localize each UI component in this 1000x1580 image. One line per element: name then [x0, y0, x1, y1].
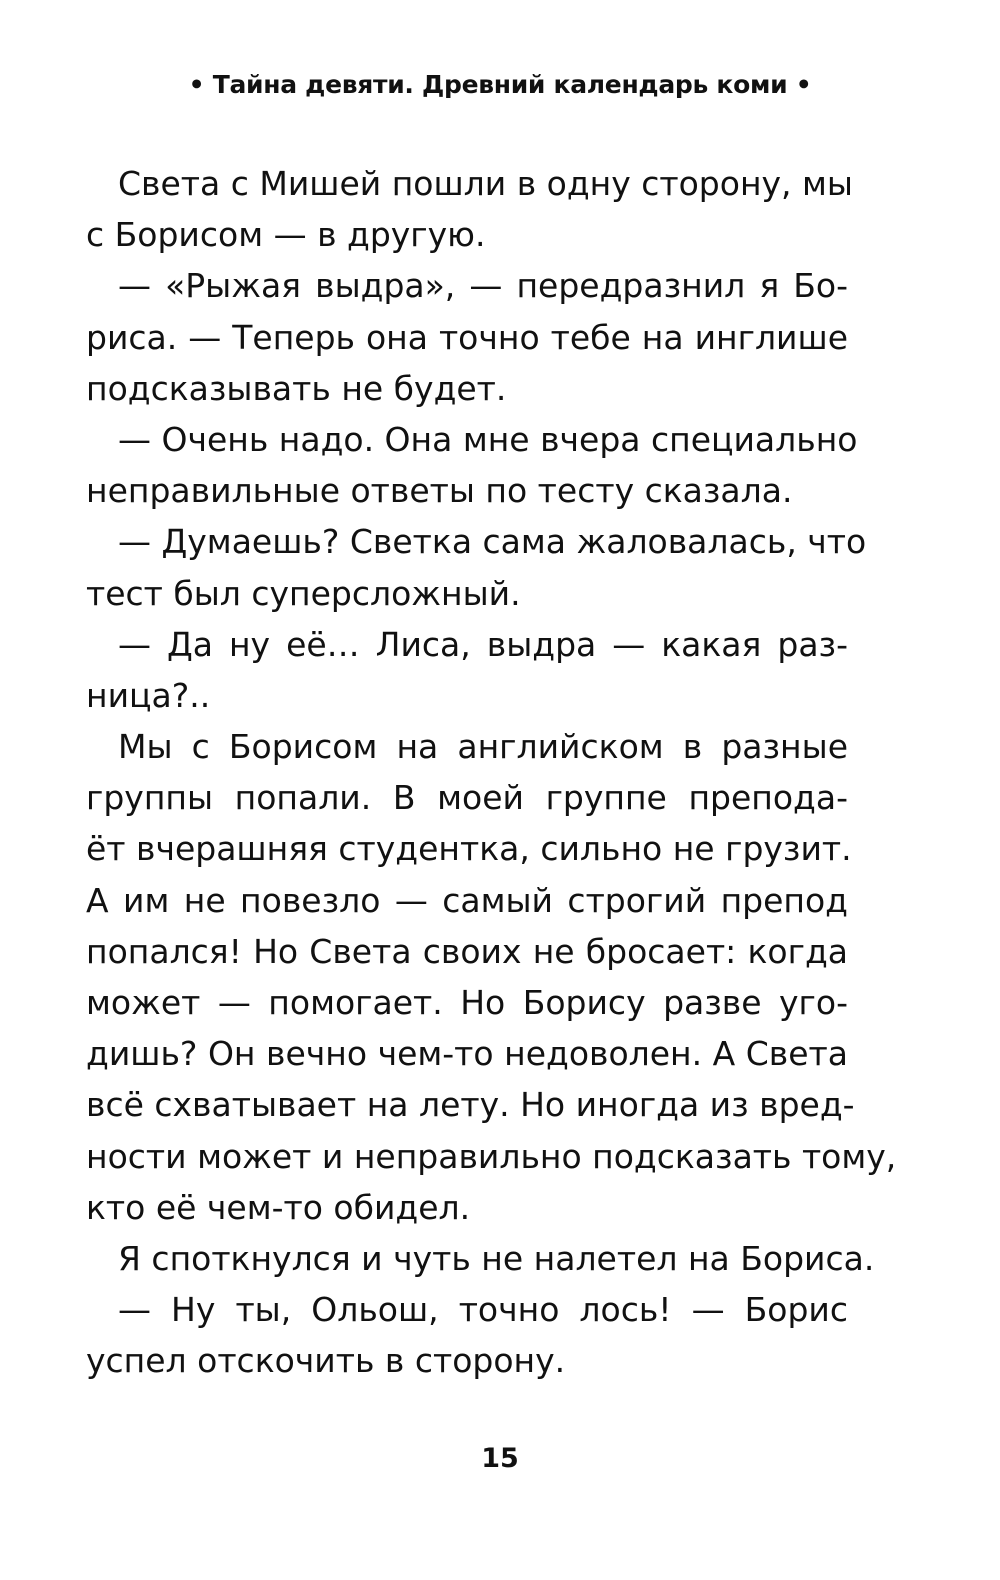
text-line: — Да ну её… Лиса, выдра — какая раз-: [118, 624, 848, 664]
text-line: Я споткнулся и чуть не налетел на Бориса.: [118, 1238, 875, 1278]
text-line: ница?..: [86, 675, 211, 715]
text-line: кто её чем-то обидел.: [86, 1187, 471, 1227]
text-line: А им не повезло — самый строгий препод: [86, 880, 848, 920]
text-line: — «Рыжая выдра», — передразнил я Бо-: [118, 266, 848, 306]
text-line: попался! Но Света своих не бросает: когда: [86, 931, 848, 971]
text-line: неправильные ответы по тесту сказала.: [86, 471, 793, 511]
text-line: риса. — Теперь она точно тебе на инглише: [86, 317, 848, 357]
text-line: с Борисом — в другую.: [86, 215, 486, 255]
text-line: подсказывать не будет.: [86, 368, 507, 408]
text-line: тест был суперсложный.: [86, 573, 521, 613]
text-line: дишь? Он вечно чем-то недоволен. А Света: [86, 1034, 848, 1074]
text-line: — Очень надо. Она мне вчера специально: [118, 419, 858, 459]
text-line: — Думаешь? Светка сама жаловалась, что: [118, 522, 867, 562]
running-header: • Тайна девяти. Древний календарь коми •: [188, 70, 812, 99]
text-line: ёт вчерашняя студентка, сильно не грузит.: [86, 829, 852, 869]
text-line: группы попали. В моей группе препода-: [86, 778, 848, 818]
text-line: ности может и неправильно подсказать тому,: [86, 1136, 897, 1176]
text-line: — Ну ты, Ольош, точно лось! — Борис: [118, 1290, 848, 1330]
text-line: Мы с Борисом на английском в разные: [118, 727, 848, 767]
body-text: [86, 158, 897, 1387]
text-line: успел отскочить в сторону.: [86, 1341, 566, 1381]
text-line: всё схватывает на лету. Но иногда из вред-: [86, 1085, 855, 1125]
text-line: Света с Мишей пошли в одну сторону, мы: [118, 164, 853, 203]
page-number: 15: [481, 1443, 519, 1474]
text-line: может — помогает. Но Борису разве уго-: [86, 983, 848, 1022]
